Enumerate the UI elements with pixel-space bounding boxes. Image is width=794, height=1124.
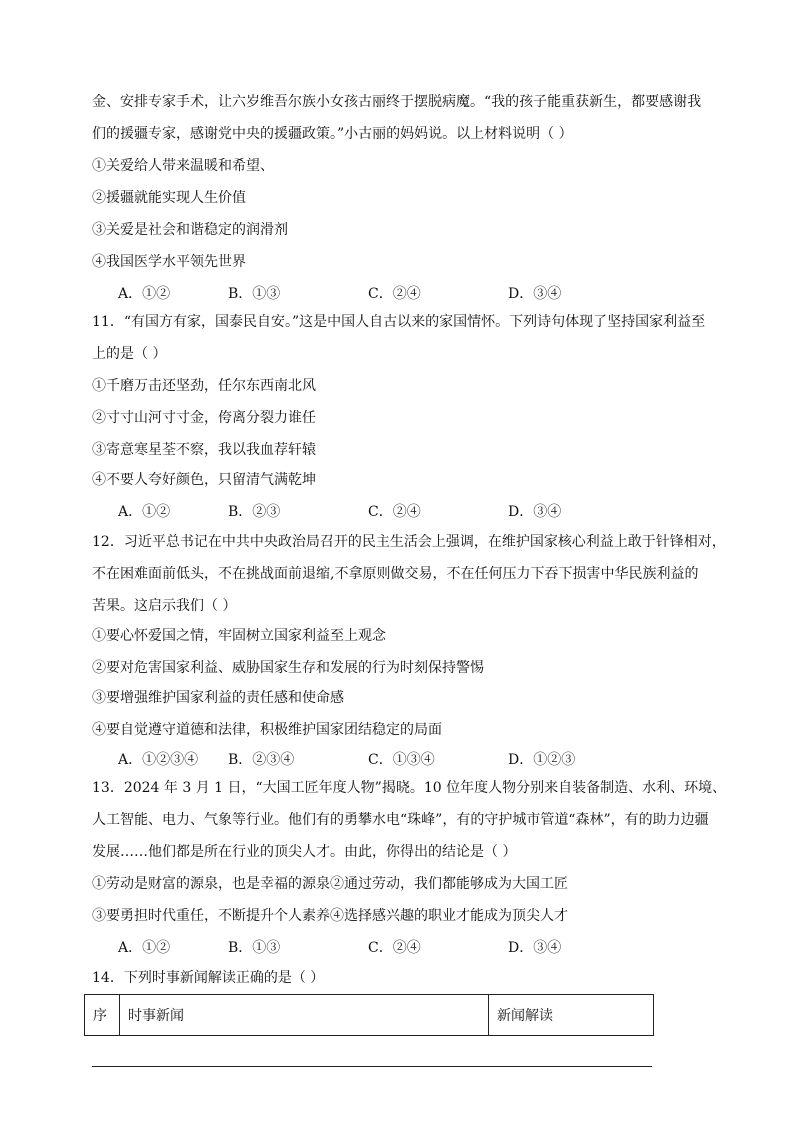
q10-option-a: A．①②	[118, 286, 171, 302]
q11-option-a: A．①②	[118, 504, 171, 520]
table-header-interpretation: 新闻解读	[489, 995, 654, 1036]
page-divider	[92, 1066, 652, 1067]
q10-item-2: ②援疆就能实现人生价值	[92, 190, 246, 206]
q11-item-4: ④不要人夸好颜色，只留清气满乾坤	[92, 472, 316, 488]
q12-stem-line-2: 不在困难面前低头，不在挑战面前退缩,不拿原则做交易，不在任何压力下吞下损害中华民族利益的	[92, 566, 699, 582]
news-table	[84, 994, 654, 1036]
q13-stem-line-1: 13．2024 年 3 月 1 日，“大国工匠年度人物”揭晓。10 位年度人物分别来自装备制造、水利、环境、	[92, 780, 727, 796]
q13-option-b: B．①③	[228, 940, 281, 956]
table-header-index: 序	[85, 995, 120, 1036]
q11-item-3: ③寄意寒星荃不察，我以我血荐轩辕	[92, 442, 316, 458]
q12-option-c: C．①③④	[368, 752, 435, 768]
q14-stem: 14．下列时事新闻解读正确的是（ ）	[92, 970, 325, 986]
q10-continuation-line-2: 们的援疆专家，感谢党中央的援疆政策。”小古丽的妈妈说。以上材料说明（ ）	[92, 126, 573, 142]
q13-stem-line-3: 发展……他们都是所在行业的顶尖人才。由此，你得出的结论是（ ）	[92, 844, 517, 860]
q11-stem-line-1: 11．“有国方有家，国泰民自安。”这是中国人自古以来的家国情怀。下列诗句体现了坚持国家利益至	[92, 314, 706, 330]
q11-option-d: D．③④	[508, 504, 562, 520]
q10-option-c: C．②④	[368, 286, 421, 302]
q11-stem-line-2: 上的是（ ）	[92, 346, 167, 362]
q10-item-4: ④我国医学水平领先世界	[92, 254, 246, 270]
q13-item-line-1: ①劳动是财富的源泉，也是幸福的源泉②通过劳动，我们都能够成为大国工匠	[92, 876, 568, 892]
q12-option-b: B．②③④	[228, 752, 295, 768]
q12-item-1: ①要心怀爱国之情，牢固树立国家利益至上观念	[92, 628, 386, 644]
q13-option-a: A．①②	[118, 940, 171, 956]
q10-item-3: ③关爱是社会和谐稳定的润滑剂	[92, 222, 288, 238]
q13-option-d: D．③④	[508, 940, 562, 956]
table-header-row	[85, 995, 654, 1036]
q11-item-1: ①千磨万击还坚劲，任尔东西南北风	[92, 378, 316, 394]
table-header-news: 时事新闻	[120, 995, 489, 1036]
q12-item-3: ③要增强维护国家利益的责任感和使命感	[92, 690, 344, 706]
q10-option-b: B．①③	[228, 286, 281, 302]
q11-item-2: ②寸寸山河寸寸金，侉离分裂力谁任	[92, 410, 316, 426]
q11-option-c: C．②④	[368, 504, 421, 520]
q10-item-1: ①关爱给人带来温暖和希望、	[92, 158, 274, 174]
q12-option-a: A．①②③④	[118, 752, 199, 768]
q13-option-c: C．②④	[368, 940, 421, 956]
q12-stem-line-3: 苦果。这启示我们（ ）	[92, 598, 237, 614]
q12-stem-line-1: 12．习近平总书记在中共中央政治局召开的民主生活会上强调，在维护国家核心利益上敢于针锋相对，	[92, 534, 726, 550]
q11-option-b: B．②③	[228, 504, 281, 520]
q13-item-line-2: ③要勇担时代重任，不断提升个人素养④选择感兴趣的职业才能成为顶尖人才	[92, 908, 568, 924]
q12-option-d: D．①②③	[508, 752, 576, 768]
q12-item-2: ②要对危害国家利益、威胁国家生存和发展的行为时刻保持警惕	[92, 660, 484, 676]
q10-continuation-line-1: 金、安排专家手术，让六岁维吾尔族小女孩古丽终于摆脱病魔。“我的孩子能重获新生，都要感谢我	[92, 94, 702, 110]
q10-option-d: D．③④	[508, 286, 562, 302]
q13-stem-line-2: 人工智能、电力、气象等行业。他们有的勇攀水电“珠峰”，有的守护城市管道“森林”，有的助力边疆	[92, 812, 709, 828]
q12-item-4: ④要自觉遵守道德和法律，积极维护国家团结稳定的局面	[92, 722, 442, 738]
